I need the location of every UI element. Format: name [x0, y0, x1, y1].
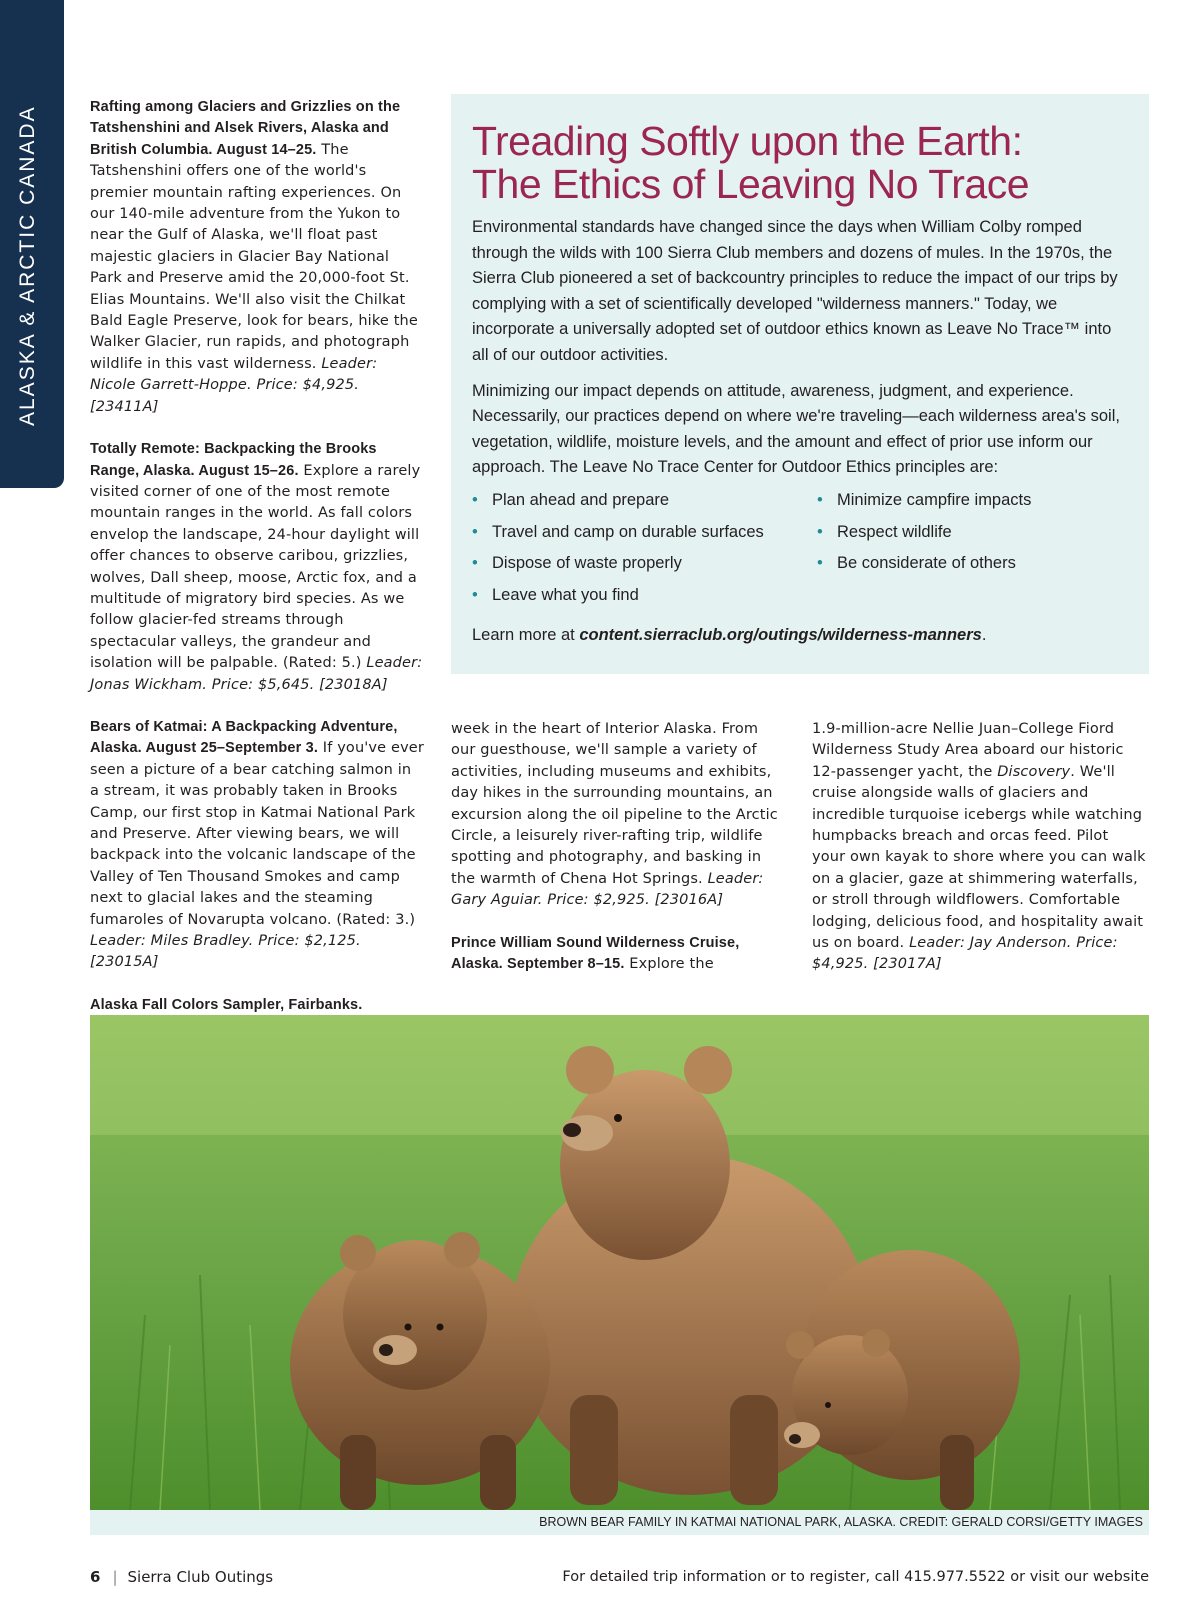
trip-description-rest: . We'll cruise alongside walls of glaciers and incredible turquoise icebergs while watching humpbacks breach and orcas feed. Pilot your own kayak to shore where you can walk on a glacier, gaze at shimmering waterfalls, or stroll through wildflowers. Comfortable lodging, delicious food, and hospitality await us on board.	[812, 763, 1146, 952]
trip-title: Rafting among Glaciers and Grizzlies on the Tatshenshini and Alsek Rivers, Alaska and British Columbia. August 14–25.	[90, 99, 401, 158]
principle-item: • Be considerate of others	[817, 554, 1117, 586]
trip-title: Alaska Fall Colors Sampler, Fairbanks.	[90, 996, 363, 1013]
callout-title-line2: The Ethics of Leaving No Trace	[472, 161, 1030, 207]
trip-listing-continued	[451, 719, 785, 912]
trip-column-right	[812, 719, 1146, 997]
trip-column-left	[90, 97, 424, 1059]
trip-description: 1.9-million-acre Nellie Juan–College Fiord Wilderness Study Area aboard our historic 12-passenger yacht, the	[812, 721, 1124, 780]
section-tab	[0, 0, 64, 488]
principle-item: • Travel and camp on durable surfaces	[472, 523, 817, 555]
principle-item: • Minimize campfire impacts	[817, 491, 1117, 523]
callout-paragraph-principles: Minimizing our impact depends on attitude, awareness, judgment, and experience. Necessarily, our practices depend on where we're traveling—each wilderness area's soil, vegetation, wildlife, moisture levels, and the amount and effect of prior use inform our approach. The Leave No Trace Center for Outdoor Ethics principles are:	[472, 381, 1120, 477]
wilderness-manners-link[interactable]: content.sierraclub.org/outings/wilderness-manners	[579, 626, 982, 645]
principle-item: • Leave what you find	[472, 586, 817, 618]
trip-listing	[90, 439, 424, 696]
callout-title	[472, 120, 1129, 206]
vessel-name: Discovery	[997, 763, 1071, 780]
callout-paragraph-intro: Environmental standards have changed since the days when William Colby romped through the wilds with 100 Sierra Club members and dozens of mules. In the 1970s, the Sierra Club pioneered a set of backcountry principles to reduce the impact of our trips by complying with a set of scientifically developed "wilderness manners." Today, we incorporate a universally adopted set of outdoor ethics known as Leave No Trace™ into all of our outdoor activities.	[472, 218, 1118, 364]
learn-more-prefix: Learn more at	[472, 626, 580, 645]
section-tab-label: ALASKA & ARCTIC CANADA	[16, 105, 39, 426]
trip-title: Totally Remote: Backpacking the Brooks Range, Alaska. August 15–26.	[90, 441, 377, 479]
trip-title: Prince William Sound Wilderness Cruise, Alaska. September 8–15.	[451, 934, 740, 973]
principles-list	[472, 491, 1129, 617]
trip-leader-price: Leader: Jonas Wickham. Price: $5,645. [23018A]	[90, 655, 423, 693]
trip-description: If you've ever seen a picture of a bear catching salmon in a stream, it was probably taken in Brooks Camp, our first stop in Katmai National Park and Preserve. After viewing bears, we will backpack into the volcanic landscape of the Valley of Ten Thousand Smokes and camp next to glacial lakes and the steaming fumaroles of Novarupta volcano. (Rated: 3.)	[90, 740, 424, 928]
bear-family-photo	[90, 1015, 1149, 1510]
trip-listing	[90, 717, 424, 974]
bear-family-illustration	[90, 1015, 1149, 1510]
trip-description: The Tatshenshini offers one of the world's premier mountain rafting experiences. On our 140-mile adventure from the Yukon to near the Gulf of Alaska, we'll float past majestic glaciers in Glacier Bay National Park and Preserve amid the 20,000-foot St. Elias Mountains. We'll also visit the Chilkat Bald Eagle Preserve, look for bears, hike the Walker Glacier, run rapids, and photograph wildlife in this vast wilderness.	[90, 141, 418, 372]
trip-leader-price: Leader: Nicole Garrett-Hoppe. Price: $4,925. [23411A]	[90, 355, 378, 415]
footer-contact: For detailed trip information or to register, call 415.977.5522 or visit our website	[562, 1569, 1149, 1585]
trip-leader-price: Leader: Miles Bradley. Price: $2,125. [23015A]	[90, 933, 361, 971]
trip-leader-price: Leader: Jay Anderson. Price: $4,925. [23017A]	[812, 935, 1118, 973]
trip-column-middle	[451, 719, 785, 996]
trip-description: Explore the	[629, 956, 714, 973]
learn-more-line	[472, 623, 1129, 649]
trip-listing	[90, 97, 424, 418]
leave-no-trace-callout	[451, 94, 1149, 674]
principle-item: • Plan ahead and prepare	[472, 491, 817, 523]
photo-caption: BROWN BEAR FAMILY IN KATMAI NATIONAL PARK, ALASKA. CREDIT: GERALD CORSI/GETTY IMAGES	[90, 1510, 1149, 1535]
principle-item: • Respect wildlife	[817, 523, 1117, 555]
trip-listing	[451, 933, 785, 976]
page-number: 6	[90, 1568, 101, 1586]
trip-description: week in the heart of Interior Alaska. From our guesthouse, we'll sample a variety of activities, including museums and exhibits, day hikes in the surrounding mountains, an excursion along the oil pipeline to the Arctic Circle, a leisurely river-rafting trip, wildlife spotting and photography, and basking in the warmth of Chena Hot Springs.	[451, 721, 778, 887]
trip-leader-price: Leader: Gary Aguiar. Price: $2,925. [23016A]	[451, 870, 764, 909]
trip-description: Explore a rarely visited corner of one of the most remote mountain ranges in the world. As fall colors envelop the landscape, 24-hour daylight will offer chances to observe caribou, grizzlies, wolves, Dall sheep, moose, Arctic fox, and a multitude of migratory bird species. As we follow glacier-fed streams through spectacular valleys, the grandeur and isolation will be palpable. (Rated: 5.)	[90, 462, 421, 672]
principle-item: • Dispose of waste properly	[472, 554, 817, 586]
learn-more-suffix: .	[981, 626, 987, 645]
trip-title: Bears of Katmai: A Backpacking Adventure, Alaska. August 25–September 3.	[90, 718, 398, 757]
footer-separator: |	[112, 1568, 118, 1586]
page-footer	[90, 1565, 1149, 1589]
publication-name: Sierra Club Outings	[127, 1568, 274, 1586]
trip-listing-continued	[812, 719, 1146, 976]
callout-title-line1: Treading Softly upon the Earth:	[472, 118, 1023, 164]
footer-left	[90, 1565, 273, 1589]
